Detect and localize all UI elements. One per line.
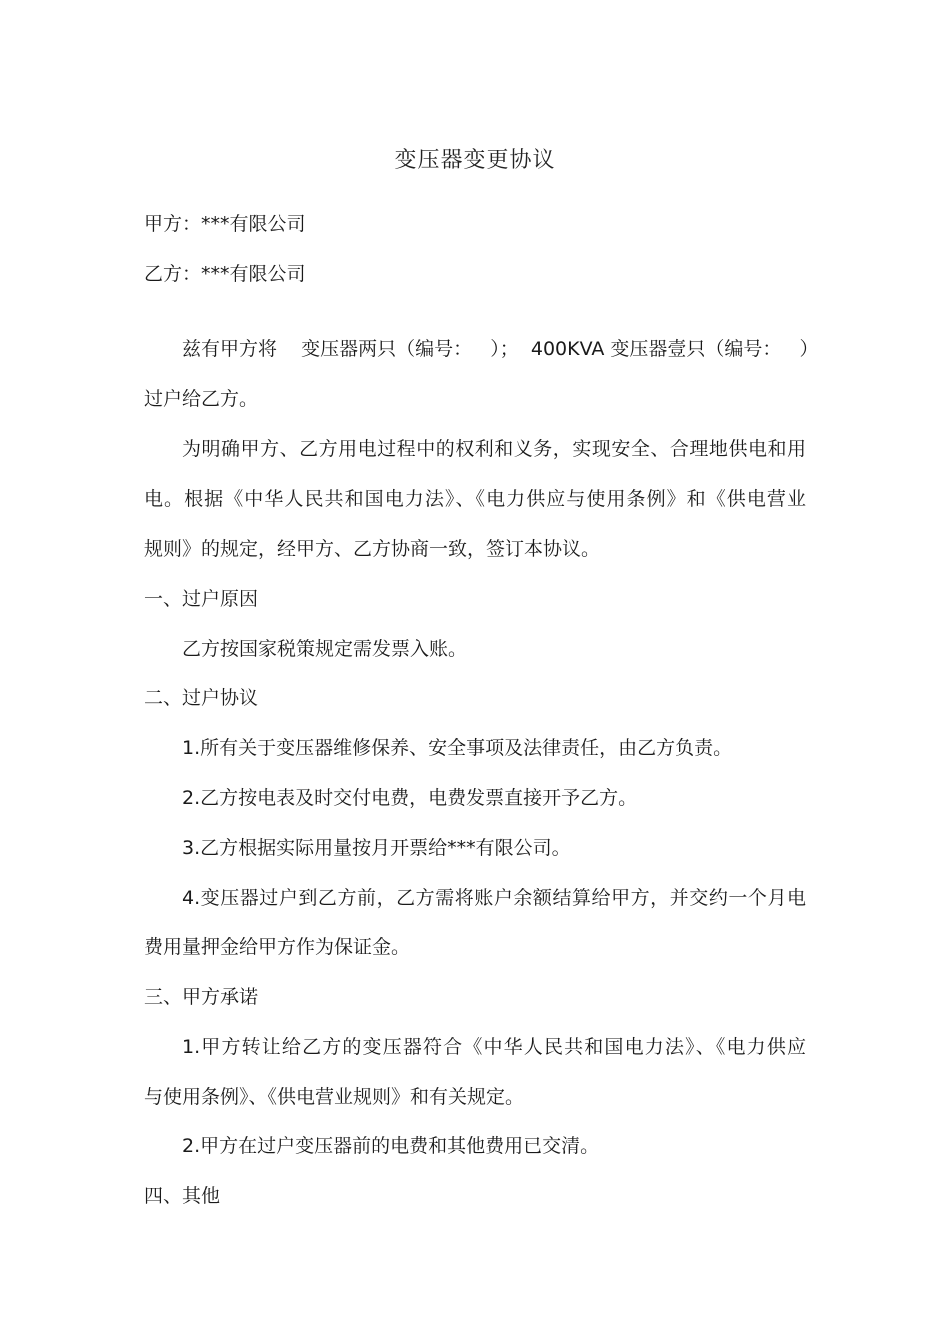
section2-item3: 3.乙方根据实际用量按月开票给***有限公司。: [182, 837, 571, 859]
section2-item2: 2.乙方按电表及时交付电费，电费发票直接开予乙方。: [182, 787, 638, 809]
intro-paragraph-line2: 过户给乙方。: [144, 388, 259, 410]
section3-item1-line2: 与使用条例》、《供电营业规则》和有关规定。: [144, 1086, 525, 1108]
section3-heading: 三、甲方承诺: [144, 986, 259, 1008]
section4-heading: 四、其他: [144, 1185, 221, 1207]
purpose-paragraph-line1: 为明确甲方、乙方用电过程中的权利和义务，实现安全、合理地供电和用: [182, 438, 806, 460]
section2-item4-line2: 费用量押金给甲方作为保证金。: [144, 936, 411, 958]
document-title: 变压器变更协议: [394, 148, 556, 173]
purpose-paragraph-line3: 规则》的规定，经甲方、乙方协商一致，签订本协议。: [144, 538, 601, 560]
section1-heading: 一、过户原因: [144, 588, 259, 610]
section3-item2: 2.甲方在过户变压器前的电费和其他费用已交清。: [182, 1135, 600, 1157]
intro-paragraph-line1: 兹有甲方将 变压器两只（编号： ）； 400KVA 变压器壹只（编号： ）: [182, 338, 819, 360]
section3-item1-line1: 1.甲方转让给乙方的变压器符合《中华人民共和国电力法》、《电力供应: [182, 1036, 806, 1058]
purpose-paragraph-line2: 电。根据《中华人民共和国电力法》、《电力供应与使用条例》和《供电营业: [144, 488, 806, 510]
party-b: 乙方：***有限公司: [144, 263, 306, 285]
section1-text: 乙方按国家税策规定需发票入账。: [182, 638, 468, 660]
section2-item1: 1.所有关于变压器维修保养、安全事项及法律责任，由乙方负责。: [182, 737, 733, 759]
section2-heading: 二、过户协议: [144, 687, 259, 709]
party-a: 甲方：***有限公司: [144, 213, 306, 235]
section2-item4-line1: 4.变压器过户到乙方前，乙方需将账户余额结算给甲方，并交约一个月电: [182, 887, 806, 909]
